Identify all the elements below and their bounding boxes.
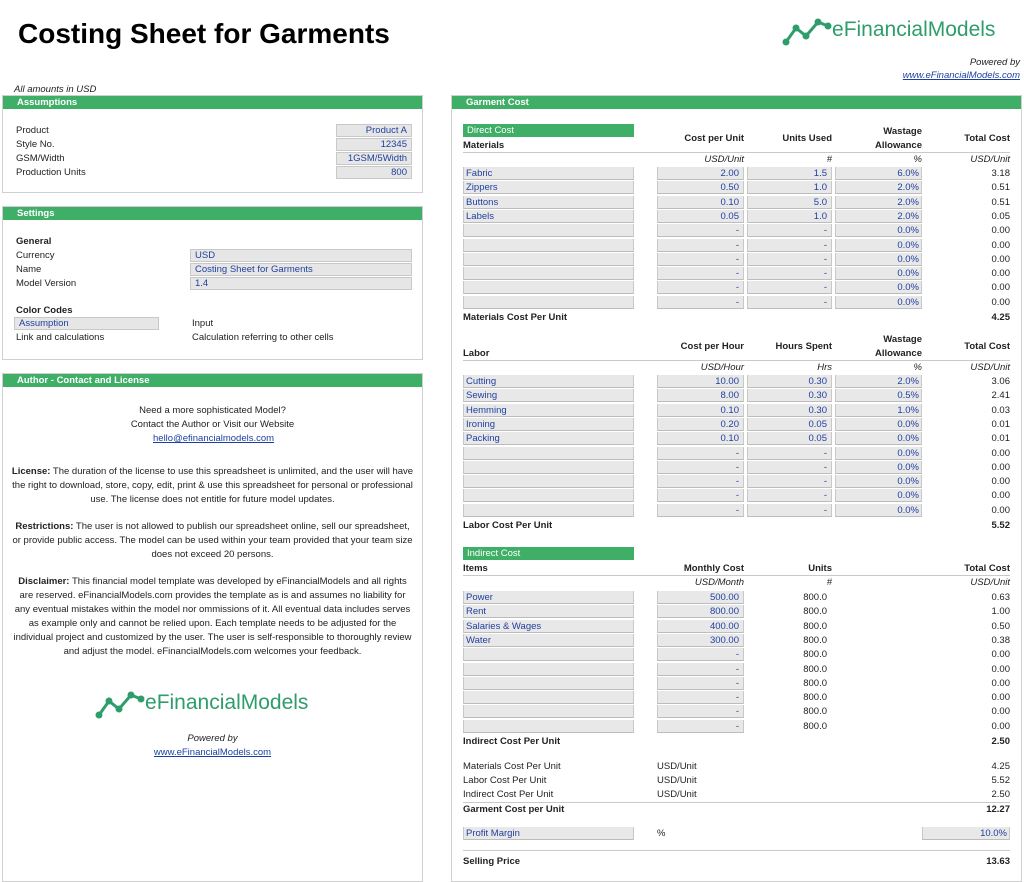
materials-row-units[interactable]: - (823, 296, 827, 308)
materials-col-wastage: Wastage (883, 126, 922, 137)
profit-margin-label: Profit Margin (466, 828, 520, 839)
summary-label: Labor Cost Per Unit (463, 775, 547, 786)
materials-row-cost[interactable]: - (735, 253, 739, 265)
labor-col-wastage: Wastage (883, 334, 922, 345)
chart-logo-icon (782, 16, 834, 46)
indirect-name-cell (463, 648, 634, 661)
labor-row-units[interactable]: 0.30 (808, 404, 827, 416)
indirect-row-total: 0.00 (991, 706, 1010, 718)
settings-panel (2, 206, 423, 360)
labor-row-units[interactable]: - (823, 447, 827, 459)
indirect-row-total: 0.00 (991, 649, 1010, 661)
row-divider (463, 850, 1010, 851)
materials-title: Materials (463, 140, 505, 151)
materials-row-name[interactable]: Labels (466, 210, 494, 222)
indirect-row-total: 0.00 (991, 720, 1010, 732)
labor-row-cost[interactable]: - (735, 504, 739, 516)
assumption-color-sample: Assumption (14, 317, 159, 330)
materials-row-total: 3.18 (991, 168, 1010, 179)
assumption-label-style: Style No. (16, 139, 55, 150)
brand-logo[interactable] (778, 12, 1024, 50)
labor-unit-units: Hrs (817, 362, 832, 373)
gsm-width-input[interactable]: 1GSM/5Width (336, 152, 412, 165)
materials-row-total: 0.51 (991, 196, 1010, 208)
materials-row-wastage[interactable]: 0.0% (897, 282, 919, 294)
indirect-row-units: 800.0 (803, 649, 827, 661)
indirect-row-total: 0.00 (991, 692, 1010, 704)
labor-row-units[interactable]: 0.30 (808, 390, 827, 402)
labor-row-wastage[interactable]: 1.0% (897, 404, 919, 416)
assumptions-header: Assumptions (3, 96, 422, 109)
indirect-row-units: 800.0 (803, 620, 827, 632)
materials-row-cost[interactable]: - (735, 296, 739, 308)
disclaimer-text: Disclaimer: This financial model template was developed by eFinancialModels and all rights are reserved. eFinancialModels.com provides the template as is and assumes no liability for any eventual mistakes within the model nor ommissions of it. All eventual data includes serves as example only and cannot be relied upon. Each template needs to be adjusted for the individual project and customized by the user. The user is self-responsible to thoroughly review and adjust the model. eFinancialModels.com welcomes your feedback. (13, 576, 412, 657)
indirect-row-total: 0.63 (991, 592, 1010, 603)
indirect-row-total: 0.00 (991, 677, 1010, 689)
indirect-row-name[interactable]: Salaries & Wages (466, 620, 542, 632)
materials-row-cost[interactable]: - (735, 225, 739, 237)
labor-row-cost[interactable]: - (735, 476, 739, 488)
author-panel (2, 373, 423, 882)
author-website-link[interactable]: www.eFinancialModels.com (153, 747, 272, 758)
indirect-col-units: Units (808, 563, 832, 574)
assumption-label-product: Product (16, 125, 49, 136)
summary-unit: USD/Unit (657, 775, 697, 786)
indirect-row-cost[interactable]: 500.00 (709, 592, 739, 603)
labor-row-units[interactable]: - (823, 476, 827, 488)
setting-label-currency: Currency (16, 250, 55, 261)
labor-row-wastage[interactable]: 0.0% (897, 433, 919, 445)
indirect-row-units: 800.0 (803, 692, 827, 704)
general-label: General (16, 236, 52, 247)
labor-row-name[interactable]: Hemming (466, 404, 507, 416)
brand-name: eFinancialModels (145, 691, 309, 714)
materials-total-value: 4.25 (991, 312, 1010, 323)
labor-name-cell (463, 475, 634, 488)
currency-input[interactable]: USD (190, 249, 412, 262)
labor-row-total: 0.00 (991, 476, 1010, 488)
garment-total-value: 12.27 (986, 804, 1010, 815)
labor-row-total: 0.00 (991, 504, 1010, 516)
materials-row-total: 0.00 (991, 239, 1010, 251)
selling-price-label: Selling Price (463, 856, 521, 867)
author-intro-1: Need a more sophisticated Model? (139, 405, 286, 416)
indirect-col-total: Total Cost (964, 563, 1010, 574)
labor-row-wastage[interactable]: 2.0% (897, 376, 919, 387)
materials-row-total: 0.51 (991, 182, 1010, 194)
indirect-row-name[interactable]: Power (466, 592, 493, 603)
materials-row-total: 0.00 (991, 282, 1010, 294)
materials-row-cost[interactable]: - (735, 268, 739, 280)
labor-unit-total: USD/Unit (970, 362, 1010, 373)
materials-row-units[interactable]: 1.0 (813, 182, 827, 194)
indirect-name-cell (463, 705, 634, 718)
summary-label: Materials Cost Per Unit (463, 761, 561, 772)
labor-row-units[interactable]: 0.05 (808, 418, 827, 430)
website-link[interactable]: www.eFinancialModels.com (902, 70, 1020, 81)
style-number-input[interactable]: 12345 (336, 138, 412, 151)
labor-total-label: Labor Cost Per Unit (463, 520, 553, 531)
labor-total-value: 5.52 (991, 520, 1010, 531)
labor-row-units[interactable]: 0.05 (808, 433, 827, 445)
labor-col-cost: Cost per Hour (680, 341, 744, 352)
model-name-input[interactable]: Costing Sheet for Garments (190, 263, 412, 276)
labor-row-cost[interactable]: - (735, 447, 739, 459)
color-codes-label: Color Codes (16, 305, 73, 316)
indirect-total-value: 2.50 (991, 736, 1010, 747)
materials-row-units[interactable]: 1.0 (813, 210, 827, 222)
materials-row-units[interactable]: 5.0 (813, 196, 827, 208)
materials-row-total: 0.00 (991, 268, 1010, 280)
indirect-name-cell (463, 677, 634, 690)
indirect-row-total: 0.50 (991, 620, 1010, 632)
indirect-row-name[interactable]: Rent (466, 606, 487, 618)
indirect-row-cost[interactable]: - (735, 692, 739, 704)
indirect-row-units: 800.0 (803, 677, 827, 689)
labor-row-total: 0.03 (991, 404, 1010, 416)
direct-cost-label: Direct Cost (463, 124, 634, 137)
materials-row-wastage[interactable]: 0.0% (897, 239, 919, 251)
page-title: Costing Sheet for Garments (18, 18, 390, 49)
materials-row-total: 0.05 (991, 210, 1010, 222)
labor-row-wastage[interactable]: 0.0% (897, 476, 919, 488)
labor-row-cost[interactable]: - (735, 490, 739, 502)
materials-row-cost[interactable]: - (735, 282, 739, 294)
labor-name-cell (463, 504, 634, 517)
powered-by-label: Powered by (969, 57, 1020, 68)
license-text: License: The duration of the license to use this spreadsheet is unlimited, and the user will have the right to download, store, copy, edit, print & use this spreadsheet for personal or professional use. The license does not entitle for future model updates. (11, 466, 414, 505)
materials-unit-units: # (826, 154, 832, 165)
indirect-row-units: 800.0 (803, 720, 827, 732)
materials-row-wastage[interactable]: 0.0% (897, 225, 919, 237)
indirect-row-total: 1.00 (991, 606, 1010, 618)
labor-row-wastage[interactable]: 0.0% (897, 461, 919, 473)
indirect-unit-monthly: USD/Month (694, 577, 744, 588)
materials-row-units[interactable]: - (823, 268, 827, 280)
labor-col-total: Total Cost (964, 341, 1010, 352)
materials-row-wastage[interactable]: 0.0% (897, 296, 919, 308)
indirect-row-cost[interactable]: - (735, 663, 739, 675)
materials-row-total: 0.00 (991, 296, 1010, 308)
materials-row-name[interactable]: Fabric (466, 168, 493, 179)
indirect-row-total: 0.00 (991, 663, 1010, 675)
labor-row-name[interactable]: Packing (466, 433, 500, 445)
indirect-row-cost[interactable]: - (735, 649, 739, 661)
summary-label: Indirect Cost Per Unit (463, 789, 554, 800)
indirect-row-name[interactable]: Water (466, 634, 491, 646)
labor-row-cost[interactable]: - (735, 461, 739, 473)
author-email-link[interactable]: hello@efinancialmodels.com (153, 433, 275, 444)
profit-margin-unit: % (657, 828, 666, 839)
labor-row-cost[interactable]: 0.10 (720, 404, 739, 416)
labor-row-name[interactable]: Sewing (466, 390, 498, 402)
labor-col-units: Hours Spent (775, 341, 832, 352)
indirect-row-units: 800.0 (803, 592, 827, 603)
labor-name-cell (463, 489, 634, 502)
indirect-row-units: 800.0 (803, 663, 827, 675)
indirect-row-units: 800.0 (803, 606, 827, 618)
materials-name-cell (463, 224, 634, 237)
materials-row-wastage[interactable]: 6.0% (897, 168, 919, 179)
indirect-unit-units: # (826, 577, 832, 588)
indirect-unit-total: USD/Unit (970, 577, 1010, 588)
labor-row-name[interactable]: Cutting (466, 376, 497, 387)
materials-unit-cost: USD/Unit (704, 154, 744, 165)
labor-unit-wastage: % (913, 362, 922, 373)
indirect-row-units: 800.0 (803, 706, 827, 718)
assumptions-panel (2, 95, 423, 193)
assumption-label-units: Production Units (16, 167, 86, 178)
labor-unit-cost: USD/Hour (700, 362, 744, 373)
labor-row-total: 0.00 (991, 447, 1010, 459)
materials-name-cell (463, 253, 634, 266)
labor-title: Labor (463, 348, 490, 359)
labor-row-units[interactable]: - (823, 461, 827, 473)
materials-row-cost[interactable]: - (735, 239, 739, 251)
indirect-title: Items (463, 563, 488, 574)
profit-margin-input[interactable]: 10.0% (980, 828, 1007, 839)
author-logo[interactable] (93, 685, 333, 723)
garment-cost-panel (451, 95, 1022, 882)
indirect-row-cost[interactable]: 300.00 (709, 634, 739, 646)
currency-note: All amounts in USD (14, 84, 97, 95)
model-version-input[interactable]: 1.4 (190, 277, 412, 290)
labor-row-total: 0.01 (991, 433, 1010, 445)
materials-row-wastage[interactable]: 2.0% (897, 210, 919, 222)
selling-price-value: 13.63 (986, 856, 1010, 867)
materials-total-label: Materials Cost Per Unit (463, 312, 567, 323)
labor-row-total: 3.06 (991, 376, 1010, 387)
materials-name-cell (463, 267, 634, 280)
materials-name-cell (463, 239, 634, 252)
indirect-row-cost[interactable]: - (735, 677, 739, 689)
indirect-name-cell (463, 720, 634, 733)
production-units-input[interactable]: 800 (336, 166, 412, 179)
setting-label-name: Name (16, 264, 42, 275)
summary-value: 2.50 (991, 789, 1010, 800)
restrictions-text: Restrictions: The user is not allowed to publish our spreadsheet online, sell our spreadsheet, or provide public access. The model can be used within your team provided that your team size does not exceed 20 persons. (12, 521, 413, 560)
author-header: Author - Contact and License (3, 374, 422, 387)
product-input[interactable]: Product A (336, 124, 412, 137)
calc-color-sample: Link and calculations (16, 332, 105, 343)
materials-row-name[interactable]: Zippers (466, 182, 498, 194)
labor-row-wastage[interactable]: 0.0% (897, 504, 919, 516)
brand-name: eFinancialModels (832, 18, 996, 41)
labor-row-name[interactable]: Ironing (466, 418, 496, 430)
materials-col-total: Total Cost (964, 133, 1010, 144)
summary-value: 4.25 (991, 761, 1010, 772)
labor-row-units[interactable]: - (823, 504, 827, 516)
labor-row-cost[interactable]: 0.20 (720, 418, 739, 430)
indirect-row-cost[interactable]: 400.00 (709, 620, 739, 632)
settings-header: Settings (3, 207, 422, 220)
materials-row-units[interactable]: 1.5 (813, 168, 827, 179)
chart-logo-icon (95, 689, 147, 719)
labor-row-wastage[interactable]: 0.0% (897, 447, 919, 459)
assumption-label-gsm: GSM/Width (16, 153, 65, 164)
indirect-row-cost[interactable]: 800.00 (709, 606, 739, 618)
materials-row-units[interactable]: - (823, 282, 827, 294)
garment-total-label: Garment Cost per Unit (463, 804, 565, 815)
indirect-name-cell (463, 663, 634, 676)
indirect-row-cost[interactable]: - (735, 720, 739, 732)
labor-row-cost[interactable]: 0.10 (720, 433, 739, 445)
materials-name-cell (463, 296, 634, 309)
materials-row-wastage[interactable]: 2.0% (897, 196, 919, 208)
setting-label-version: Model Version (16, 278, 77, 289)
materials-col-allowance: Allowance (875, 140, 922, 151)
labor-row-total: 0.01 (991, 418, 1010, 430)
indirect-name-cell (463, 605, 634, 618)
labor-row-units[interactable]: 0.30 (808, 376, 827, 387)
materials-row-wastage[interactable]: 0.0% (897, 268, 919, 280)
labor-col-allowance: Allowance (875, 348, 922, 359)
labor-row-total: 2.41 (991, 390, 1010, 402)
summary-unit: USD/Unit (657, 761, 697, 772)
assumption-color-desc: Input (192, 318, 214, 329)
indirect-total-label: Indirect Cost Per Unit (463, 736, 561, 747)
indirect-cost-label: Indirect Cost (463, 547, 634, 560)
materials-row-cost[interactable]: 2.00 (720, 168, 739, 179)
materials-col-cost: Cost per Unit (684, 133, 744, 144)
labor-row-units[interactable]: - (823, 490, 827, 502)
materials-row-units[interactable]: - (823, 225, 827, 237)
materials-row-wastage[interactable]: 2.0% (897, 182, 919, 194)
materials-row-cost[interactable]: 0.50 (720, 182, 739, 194)
indirect-row-cost[interactable]: - (735, 706, 739, 718)
labor-row-cost[interactable]: 8.00 (720, 390, 739, 402)
summary-value: 5.52 (991, 775, 1010, 786)
materials-row-cost[interactable]: 0.10 (720, 196, 739, 208)
materials-row-units[interactable]: - (823, 253, 827, 265)
materials-unit-total: USD/Unit (970, 154, 1010, 165)
materials-row-total: 0.00 (991, 253, 1010, 265)
materials-col-units: Units Used (782, 133, 832, 144)
materials-row-name[interactable]: Buttons (466, 196, 499, 208)
labor-row-cost[interactable]: 10.00 (715, 376, 739, 387)
materials-unit-wastage: % (913, 154, 922, 165)
materials-name-cell (463, 281, 634, 294)
indirect-name-cell (463, 691, 634, 704)
author-powered-by: Powered by (187, 733, 238, 744)
indirect-row-units: 800.0 (803, 634, 827, 646)
labor-row-wastage[interactable]: 0.5% (897, 390, 919, 402)
labor-name-cell (463, 447, 634, 460)
labor-name-cell (463, 461, 634, 474)
garment-cost-header: Garment Cost (452, 96, 1021, 109)
labor-row-total: 0.00 (991, 490, 1010, 502)
indirect-col-monthly: Monthly Cost (683, 563, 744, 574)
materials-row-total: 0.00 (991, 225, 1010, 237)
materials-row-cost[interactable]: 0.05 (720, 210, 739, 222)
author-intro-2: Contact the Author or Visit our Website (130, 419, 295, 430)
calc-color-desc: Calculation referring to other cells (192, 332, 334, 343)
labor-row-wastage[interactable]: 0.0% (897, 490, 919, 502)
labor-row-wastage[interactable]: 0.0% (897, 418, 919, 430)
indirect-row-total: 0.38 (991, 634, 1010, 646)
materials-row-units[interactable]: - (823, 239, 827, 251)
materials-row-wastage[interactable]: 0.0% (897, 253, 919, 265)
summary-unit: USD/Unit (657, 789, 697, 800)
labor-row-total: 0.00 (991, 461, 1010, 473)
